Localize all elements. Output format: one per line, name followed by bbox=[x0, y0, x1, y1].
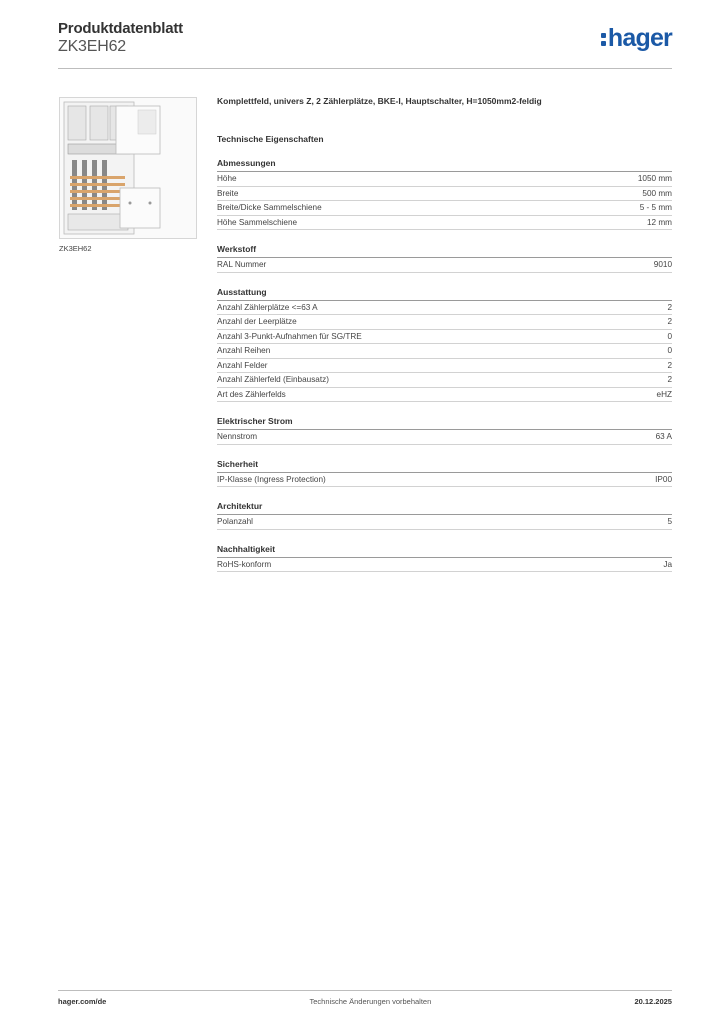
spec-row bbox=[217, 301, 672, 316]
product-description: Komplettfeld, univers Z, 2 Zählerplätze, BKE-I, Hauptschalter, H=1050mm2-feldig bbox=[217, 96, 542, 106]
spec-row bbox=[217, 201, 672, 216]
logo-dots-icon bbox=[601, 28, 607, 48]
page-header bbox=[58, 20, 183, 56]
spec-label: Höhe bbox=[217, 174, 237, 183]
spec-label: Anzahl Reihen bbox=[217, 346, 271, 355]
spec-value: 2 bbox=[667, 317, 672, 326]
logo-text: hager bbox=[607, 24, 672, 52]
spec-label: Anzahl Zählerplätze <=63 A bbox=[217, 302, 318, 312]
spec-value: 2 bbox=[667, 375, 672, 384]
spec-label: Anzahl Zählerfeld (Einbausatz) bbox=[217, 375, 329, 384]
spec-value: 1050 mm bbox=[637, 174, 672, 183]
spec-value: 2 bbox=[667, 360, 672, 370]
spec-row bbox=[217, 344, 672, 359]
spec-value: 0 bbox=[667, 346, 672, 355]
spec-label: IP-Klasse (Ingress Protection) bbox=[217, 474, 326, 484]
section-heading: Nachhaltigkeit bbox=[217, 544, 672, 558]
spec-value: 5 bbox=[667, 517, 672, 526]
spec-label: RoHS-konform bbox=[217, 559, 272, 569]
spec-value: 500 mm bbox=[642, 188, 672, 198]
spec-value: Ja bbox=[663, 559, 672, 569]
spec-label: Anzahl 3-Punkt-Aufnahmen für SG/TRE bbox=[217, 331, 362, 341]
spec-label: Anzahl Felder bbox=[217, 360, 268, 370]
spec-sections bbox=[217, 158, 672, 572]
spec-value: 2 bbox=[667, 302, 672, 312]
spec-row bbox=[217, 373, 672, 388]
spec-row bbox=[217, 388, 672, 403]
section-heading: Sicherheit bbox=[217, 459, 672, 473]
image-caption: ZK3EH62 bbox=[59, 244, 92, 253]
section-heading: Ausstattung bbox=[217, 287, 672, 301]
spec-row bbox=[217, 187, 672, 202]
spec-label: Polanzahl bbox=[217, 517, 253, 526]
product-details bbox=[217, 96, 672, 572]
section-heading: Elektrischer Strom bbox=[217, 416, 672, 430]
page-footer bbox=[58, 997, 672, 1006]
spec-value: 12 mm bbox=[646, 217, 672, 227]
spec-row bbox=[217, 473, 672, 488]
spec-label: Breite/Dicke Sammelschiene bbox=[217, 203, 322, 212]
spec-value: 63 A bbox=[655, 432, 672, 441]
spec-value: IP00 bbox=[655, 474, 672, 484]
document-title: Produktdatenblatt bbox=[58, 20, 183, 37]
spec-value: eHZ bbox=[656, 389, 672, 399]
spec-value: 0 bbox=[667, 331, 672, 341]
header-divider bbox=[58, 68, 672, 69]
meter-cabinet-illustration bbox=[60, 98, 196, 238]
spec-label: Höhe Sammelschiene bbox=[217, 217, 298, 227]
spec-row bbox=[217, 359, 672, 374]
footer-date: 20.12.2025 bbox=[634, 997, 672, 1006]
spec-row bbox=[217, 330, 672, 345]
spec-row bbox=[217, 216, 672, 231]
footer-divider bbox=[58, 990, 672, 991]
spec-label: Anzahl der Leerplätze bbox=[217, 317, 297, 326]
spec-row bbox=[217, 315, 672, 330]
hager-logo[interactable] bbox=[601, 26, 672, 51]
spec-value: 9010 bbox=[653, 260, 672, 269]
section-heading: Abmessungen bbox=[217, 158, 672, 172]
product-image bbox=[59, 97, 197, 239]
spec-label: Breite bbox=[217, 188, 239, 198]
spec-label: Nennstrom bbox=[217, 432, 258, 441]
spec-row bbox=[217, 515, 672, 530]
footer-website-link[interactable]: hager.com/de bbox=[58, 997, 107, 1006]
technical-properties-heading: Technische Eigenschaften bbox=[217, 134, 324, 144]
spec-row bbox=[217, 172, 672, 187]
spec-label: RAL Nummer bbox=[217, 260, 267, 269]
spec-row bbox=[217, 258, 672, 273]
footer-notice: Technische Änderungen vorbehalten bbox=[309, 997, 432, 1006]
section-heading: Architektur bbox=[217, 501, 672, 515]
section-heading: Werkstoff bbox=[217, 244, 672, 258]
spec-row bbox=[217, 430, 672, 445]
product-code: ZK3EH62 bbox=[58, 38, 126, 55]
spec-row bbox=[217, 558, 672, 573]
spec-label: Art des Zählerfelds bbox=[217, 389, 286, 399]
spec-value: 5 - 5 mm bbox=[639, 203, 672, 212]
